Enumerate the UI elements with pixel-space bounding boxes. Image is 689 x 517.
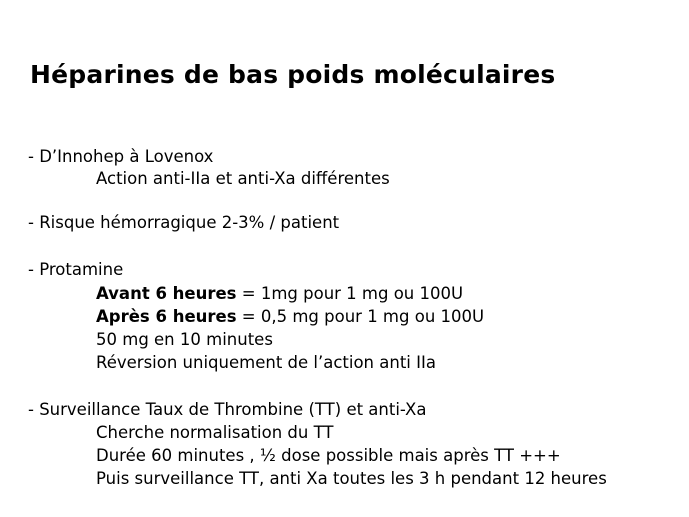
subline-reversion: Réversion uniquement de l’action anti IIa [96,353,436,372]
subline-duree-60-minutes: Durée 60 minutes , ½ dose possible mais après TT +++ [96,446,561,465]
value-apres-6-heures: = 0,5 mg pour 1 mg ou 100U [236,307,485,326]
bullet-protamine: - Protamine [28,260,124,279]
subline-action-anti-iia-xa: Action anti-IIa et anti-Xa différentes [96,169,390,188]
subline-puis-surveillance: Puis surveillance TT, anti Xa toutes les 3 h pendant 12 heures [96,469,607,488]
bullet-surveillance: - Surveillance Taux de Thrombine (TT) et anti-Xa [28,400,427,419]
bullet-risque-hemorragique: - Risque hémorragique 2-3% / patient [28,213,340,232]
subline-50mg-10min: 50 mg en 10 minutes [96,330,273,349]
bullet-innohep-lovenox: - D’Innohep à Lovenox [28,147,214,166]
subline-apres-6-heures [96,306,484,328]
label-avant-6-heures: Avant 6 heures [96,284,237,303]
label-apres-6-heures: Après 6 heures [96,307,237,326]
subline-cherche-normalisation: Cherche normalisation du TT [96,423,334,442]
subline-avant-6-heures [96,283,463,305]
value-avant-6-heures: = 1mg pour 1 mg ou 100U [236,284,464,303]
slide-title: Héparines de bas poids moléculaires [30,60,556,89]
